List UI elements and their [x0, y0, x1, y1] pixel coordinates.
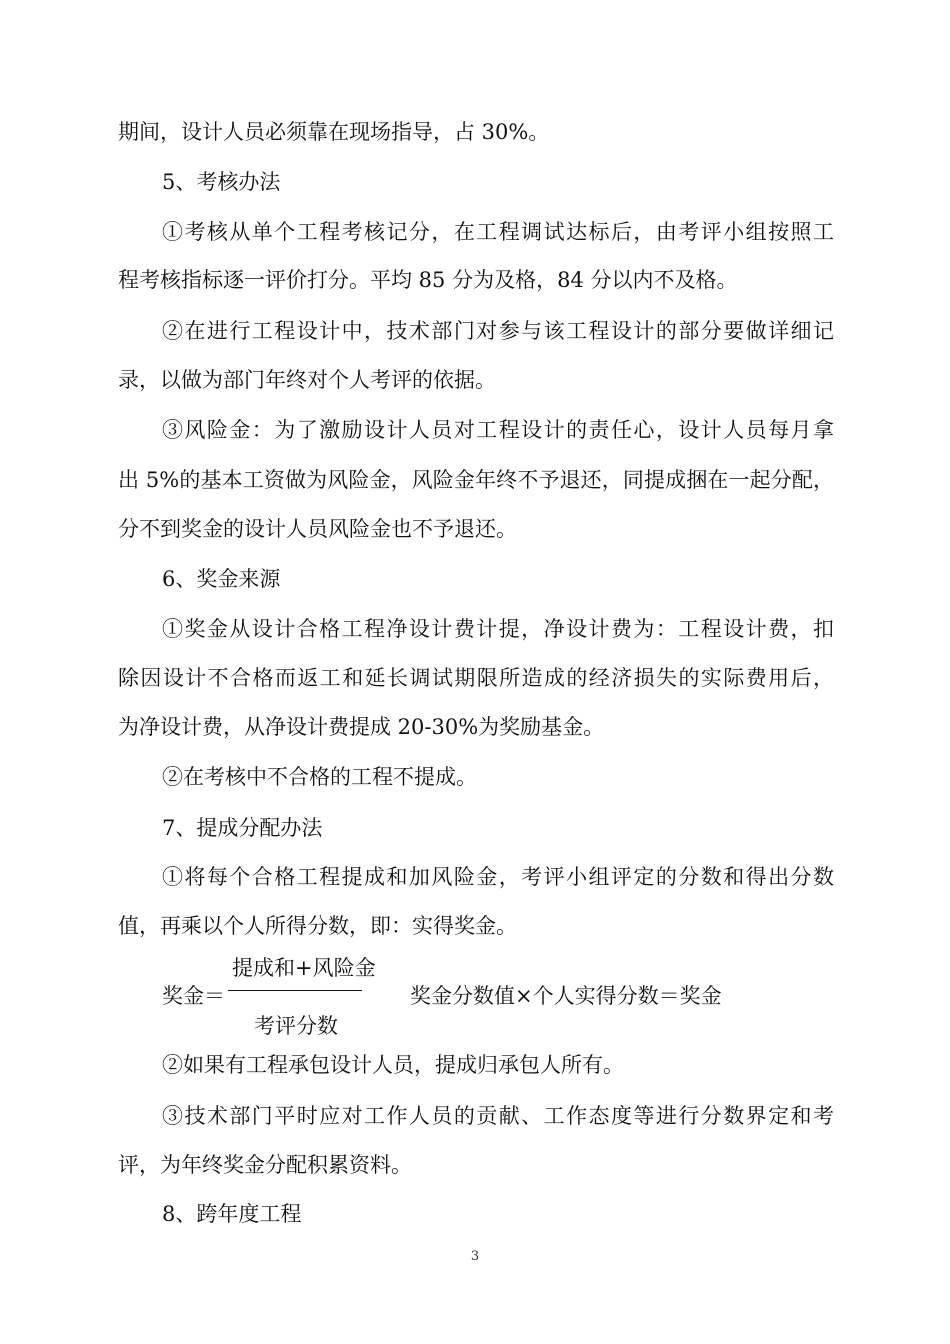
- paragraph-line: 程考核指标逐一评价打分。平均 85 分为及格，84 分以内不及格。: [118, 268, 738, 292]
- paragraph-line: 录，以做为部门年终对个人考评的依据。: [118, 368, 496, 392]
- page-number: 3: [470, 1249, 480, 1264]
- paragraph-line: ③风险金：为了激励设计人员对工程设计的责任心，设计人员每月拿: [162, 418, 834, 442]
- bonus-formula: [162, 952, 842, 1042]
- paragraph-line: 期间，设计人员必须靠在现场指导，占 30%。: [118, 120, 550, 144]
- formula-numerator: 提成和+风险金: [232, 956, 376, 980]
- formula-lhs: 奖金＝: [162, 984, 225, 1008]
- paragraph-line: ③技术部门平时应对工作人员的贡献、工作态度等进行分数界定和考: [162, 1104, 834, 1128]
- paragraph-line: ②在考核中不合格的工程不提成。: [162, 765, 477, 789]
- paragraph-line: ①将每个合格工程提成和加风险金，考评小组评定的分数和得出分数: [162, 865, 834, 889]
- paragraph-line: ①奖金从设计合格工程净设计费计提，净设计费为：工程设计费，扣: [162, 617, 834, 641]
- paragraph-line: ②在进行工程设计中，技术部门对参与该工程设计的部分要做详细记: [162, 319, 834, 343]
- paragraph-line: 分不到奖金的设计人员风险金也不予退还。: [118, 517, 517, 541]
- formula-denominator: 考评分数: [254, 1014, 338, 1038]
- formula-rhs: 奖金分数值×个人实得分数＝奖金: [410, 984, 722, 1008]
- paragraph-line: 为净设计费，从净设计费提成 20-30%为奖励基金。: [118, 715, 605, 739]
- paragraph-line: ②如果有工程承包设计人员，提成归承包人所有。: [162, 1053, 624, 1077]
- section-heading-commission-distribution: 7、提成分配办法: [162, 816, 323, 840]
- section-heading-cross-year-project: 8、跨年度工程: [162, 1202, 302, 1226]
- paragraph-line: 出 5%的基本工资做为风险金，风险金年终不予退还，同提成捆在一起分配，: [118, 468, 834, 492]
- fraction-bar: [228, 990, 362, 991]
- paragraph-line: 评，为年终奖金分配积累资料。: [118, 1153, 412, 1177]
- section-heading-bonus-source: 6、奖金来源: [162, 567, 281, 591]
- paragraph-line: 值，再乘以个人所得分数，即：实得奖金。: [118, 914, 517, 938]
- paragraph-line: 除因设计不合格而返工和延长调试期限所造成的经济损失的实际费用后，: [118, 666, 834, 690]
- paragraph-line: ①考核从单个工程考核记分，在工程调试达标后，由考评小组按照工: [162, 220, 834, 244]
- section-heading-assessment-method: 5、考核办法: [162, 170, 281, 194]
